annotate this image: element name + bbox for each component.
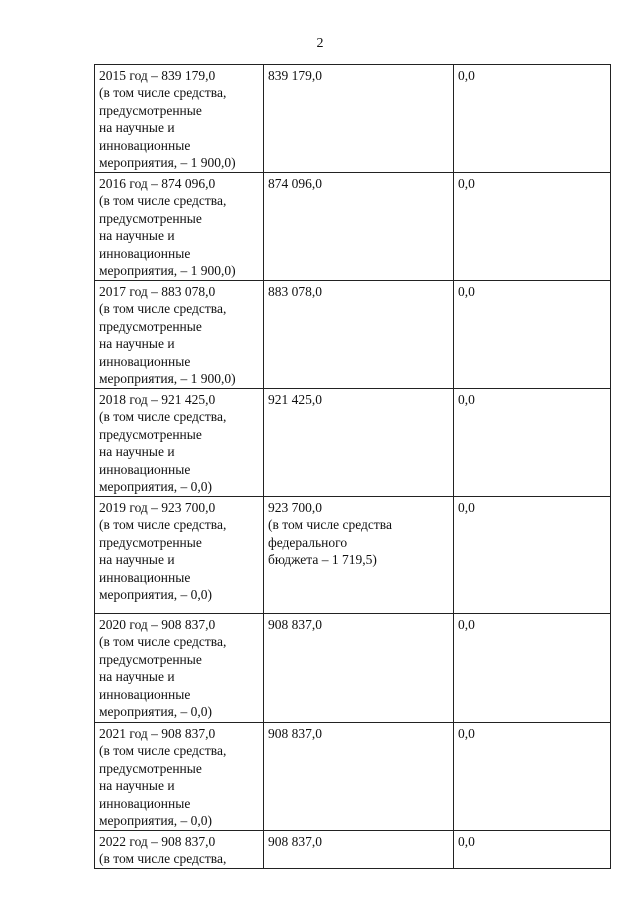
cell-text-line: 2015 год – 839 179,0 [99,68,216,83]
cell-text-line: (в том числе средства, [99,634,227,650]
cell-text-line: на научные и [99,120,175,136]
cell-text-line: 2019 год – 923 700,0 [99,500,216,515]
cell-text-line: инновационные [99,137,191,153]
table-cell-period [95,65,264,173]
table-row [95,65,611,173]
cell-text-line: на научные и [99,669,175,685]
table-cell-other [454,831,611,869]
cell-text-line: 0,0 [458,392,475,407]
cell-text-line: на научные и [99,778,175,794]
table-row [95,723,611,831]
table-cell-total [264,281,454,389]
cell-text-line: 0,0 [458,176,475,191]
cell-text-line: инновационные [99,353,191,369]
table-cell-other [454,389,611,497]
cell-text-line: 923 700,0 [268,500,322,515]
cell-text-line: предусмотренные [99,534,202,550]
cell-text-line: предусмотренные [99,760,202,776]
budget-table-body [95,65,611,869]
table-cell-period [95,173,264,281]
cell-text-line: мероприятия, – 0,0) [99,704,213,720]
cell-text-line: 921 425,0 [268,392,322,407]
cell-text-line: предусмотренные [99,318,202,334]
cell-text-line: 2022 год – 908 837,0 [99,834,216,849]
cell-text-line: 0,0 [458,726,475,741]
cell-text-line: на научные и [99,336,175,352]
table-row [95,831,611,869]
table-row [95,614,611,723]
table-cell-total [264,173,454,281]
cell-text-line: 2016 год – 874 096,0 [99,176,216,191]
cell-text-line: 2021 год – 908 837,0 [99,726,216,741]
cell-text-line: 0,0 [458,617,475,632]
cell-text-line: 883 078,0 [268,284,322,299]
table-cell-total [264,497,454,614]
cell-text-line: мероприятия, – 1 900,0) [99,263,236,279]
table-cell-other [454,614,611,723]
cell-text-line: (в том числе средства, [99,743,227,759]
cell-text-line: мероприятия, – 1 900,0) [99,371,236,387]
cell-text-line: федерального [268,534,348,550]
cell-text-line: (в том числе средства, [99,193,227,209]
cell-text-line: мероприятия, – 1 900,0) [99,155,236,171]
cell-text-line: 2018 год – 921 425,0 [99,392,216,407]
table-cell-period [95,831,264,869]
cell-text-line: (в том числе средства, [99,851,227,867]
table-cell-period [95,497,264,614]
cell-text-line: (в том числе средства, [99,517,227,533]
cell-text-line: (в том числе средства, [99,85,227,101]
table-cell-period [95,614,264,723]
table-cell-period [95,389,264,497]
cell-text-line: предусмотренные [99,426,202,442]
table-row [95,173,611,281]
cell-text-line: на научные и [99,228,175,244]
cell-text-line: 908 837,0 [268,834,322,849]
cell-text-line: (в том числе средства, [99,301,227,317]
table-cell-other [454,173,611,281]
table-cell-other [454,497,611,614]
cell-text-line: 0,0 [458,500,475,515]
table-cell-period [95,281,264,389]
cell-text-line: инновационные [99,245,191,261]
cell-text-line: (в том числе средства, [99,409,227,425]
table-cell-total [264,65,454,173]
table-cell-other [454,281,611,389]
cell-text-line: 0,0 [458,834,475,849]
cell-text-line: 908 837,0 [268,617,322,632]
cell-text-line: мероприятия, – 0,0) [99,479,213,495]
cell-text-line: мероприятия, – 0,0) [99,587,213,603]
cell-text-line: бюджета – 1 719,5) [268,552,377,568]
cell-text-line: инновационные [99,686,191,702]
cell-text-line: 874 096,0 [268,176,322,191]
cell-text-line: на научные и [99,552,175,568]
cell-text-line: предусмотренные [99,102,202,118]
cell-text-line: мероприятия, – 0,0) [99,813,213,829]
table-cell-other [454,65,611,173]
page-number: 2 [316,36,324,51]
cell-text-line: 0,0 [458,284,475,299]
table-row [95,497,611,614]
cell-text-line: инновационные [99,795,191,811]
cell-text-line: 908 837,0 [268,726,322,741]
cell-text-line: (в том числе средства [268,517,392,533]
table-row [95,389,611,497]
cell-text-line: инновационные [99,569,191,585]
table-cell-total [264,831,454,869]
table-cell-period [95,723,264,831]
table-cell-total [264,723,454,831]
table-cell-total [264,389,454,497]
cell-text-line: предусмотренные [99,651,202,667]
cell-text-line: 839 179,0 [268,68,322,83]
budget-table [94,64,611,869]
cell-text-line: на научные и [99,444,175,460]
cell-text-line: предусмотренные [99,210,202,226]
table-cell-other [454,723,611,831]
cell-text-line: 2017 год – 883 078,0 [99,284,216,299]
cell-text-line: инновационные [99,461,191,477]
table-row [95,281,611,389]
cell-text-line: 2020 год – 908 837,0 [99,617,216,632]
table-cell-total [264,614,454,723]
cell-text-line: 0,0 [458,68,475,83]
